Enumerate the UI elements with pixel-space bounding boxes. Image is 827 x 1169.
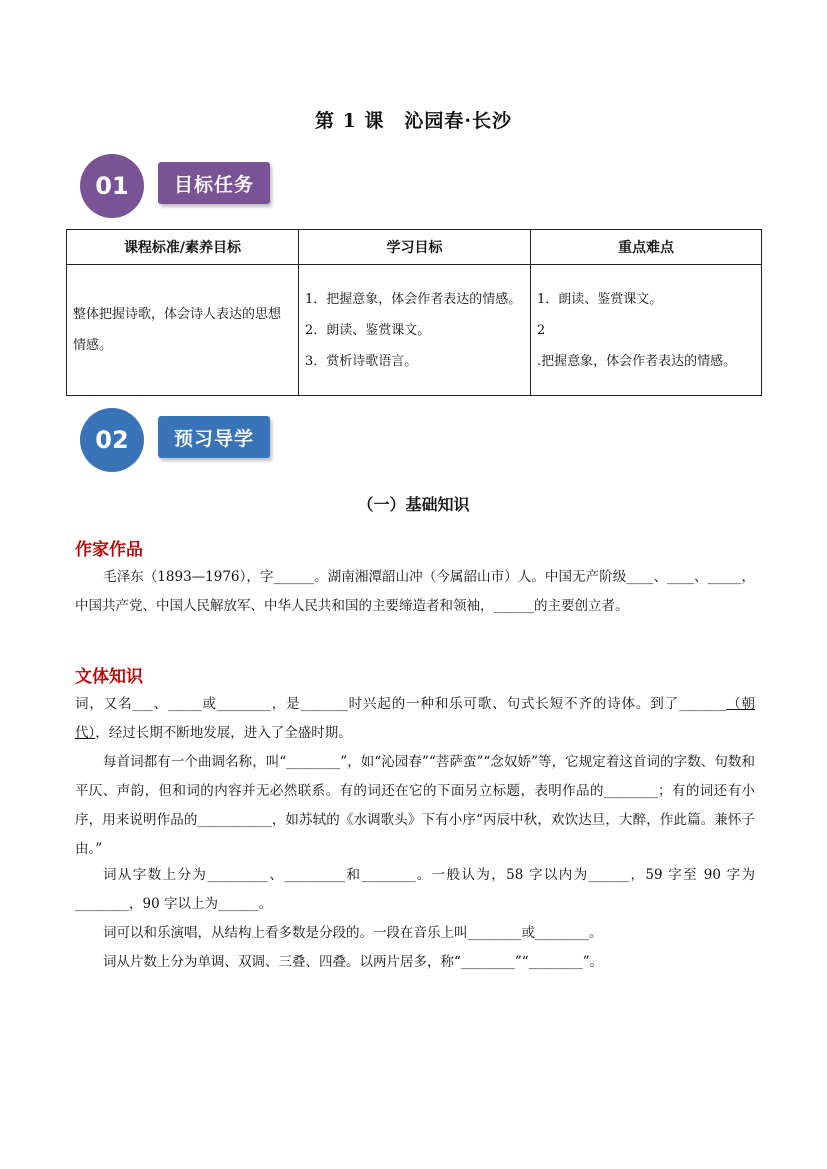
genre-text: 词，又名___、_____或________，是_______时兴起的一种和乐可歌、句式长短不齐的诗体。到了_______ [75,696,727,712]
objective-item: 1．把握意象，体会作者表达的情感。 [305,291,522,307]
section-label: 目标任务 [158,162,270,204]
keypoint-item: .把握意象，体会作者表达的情感。 [537,353,737,369]
page-title: 第 1 课 沁园春·长沙 [314,110,513,132]
author-heading: 作家作品 [75,540,143,560]
goals-table [66,229,762,396]
objective-item: 2．朗读、鉴赏课文。 [305,322,431,338]
table-cell-keypoints [531,265,762,396]
table-header: 学习目标 [299,230,531,265]
table-header-row [67,230,762,265]
table-cell-standard [67,265,299,396]
section-number-badge: 01 [80,154,144,218]
genre-paragraph-2: 每首词都有一个曲调名称，叫“________”，如“沁园春”“菩萨蛮”“念奴娇”等，它规定着这首词的字数、句数和平仄、声韵，但和词的内容并无必然联系。有的词还在它的下面另立标题，表明作品的________；有的词还有小序，用来说明作品的___________，如苏轼的《水调歌头》下有小序“丙辰中秋，欢饮达旦，大醉，作此篇。兼怀子由。” [75,754,755,857]
author-paragraph: 毛泽东（1893—1976），字______。湖南湘潭韶山冲（今属韶山市）人。中国无产阶级____、____、_____，中国共产党、中国人民解放军、中华人民共和国的主要缔造者和领袖，______的主要创立者。 [75,569,755,614]
keypoint-item: 2 [537,322,546,338]
section-banner-preview [80,408,350,472]
section-banner-goals [80,154,350,218]
objective-item: 3．赏析诗歌语言。 [305,353,418,369]
keypoint-item: 1．朗读、鉴赏课文。 [537,291,663,307]
genre-paragraph-1 [75,690,755,748]
dynasty-blank: （朝代） [75,696,756,741]
genre-paragraph-3: 词从字数上分为_________、_________和________。一般认为，58 字以内为______，59 字至 90 字为________，90 字以上为______。 [75,867,755,912]
genre-paragraph-5: 词从片数上分为单调、双调、三叠、四叠。以两片居多，称“________”“________”。 [103,954,604,970]
genre-paragraph-4: 词可以和乐演唱，从结构上看多数是分段的。一段在音乐上叫________或________。 [103,925,603,941]
section-label: 预习导学 [158,416,270,458]
table-row [67,265,762,396]
table-header: 课程标准/素养目标 [67,230,299,265]
table-header: 重点难点 [531,230,762,265]
table-cell-objectives [299,265,531,396]
genre-text: ，经过长期不断地发展，进入了全盛时期。 [95,725,352,741]
standard-text: 整体把握诗歌，体会诗人表达的思想情感。 [73,307,282,353]
section-number-badge: 02 [80,408,144,472]
sub-heading: （一）基础知识 [357,495,470,514]
genre-heading: 文体知识 [75,667,143,687]
